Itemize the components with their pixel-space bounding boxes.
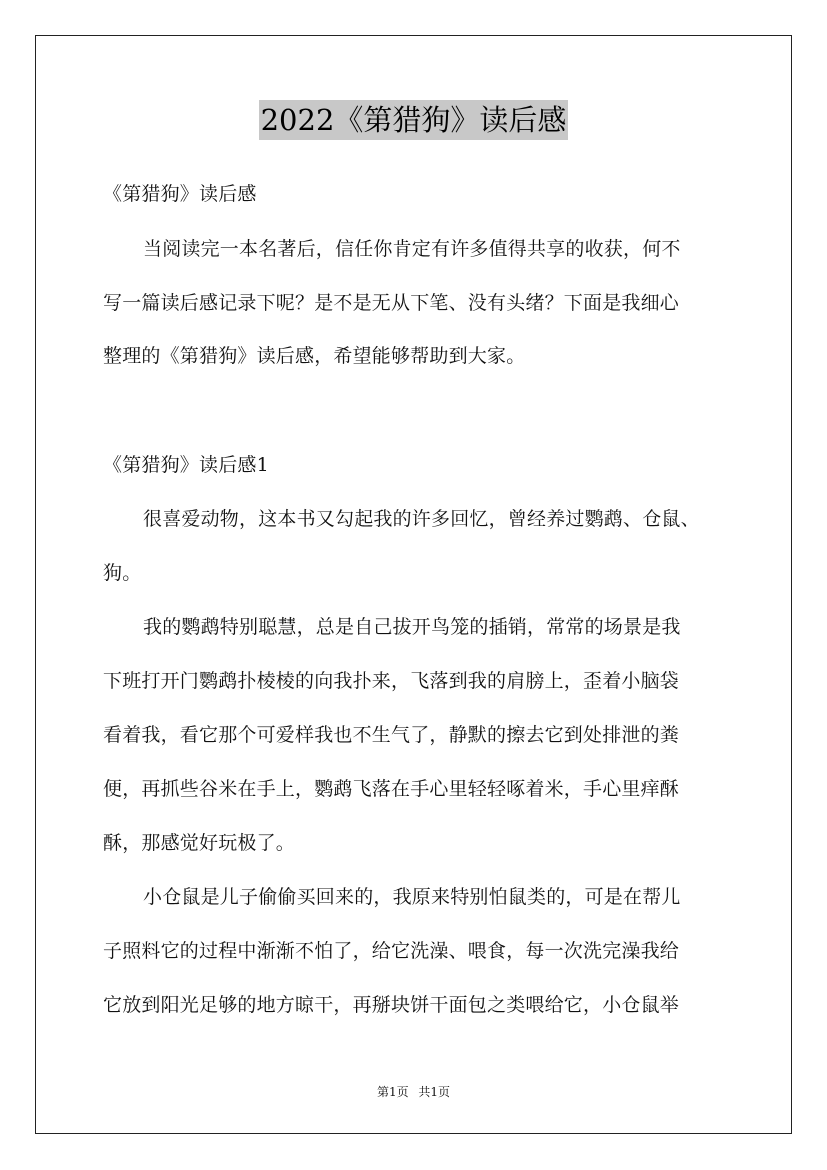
title-container: [0, 100, 827, 140]
intro-line: 写一篇读后感记录下呢？是不是无从下笔、没有头绪？下面是我细心: [103, 292, 680, 314]
body-line: 便，再抓些谷米在手上，鹦鹉飞落在手心里轻轻啄着米，手心里痒酥: [103, 778, 680, 800]
body-line: 下班打开门鹦鹉扑棱棱的向我扑来，飞落到我的肩膀上，歪着小脑袋: [103, 670, 680, 692]
intro-line: 整理的《第猎狗》读后感，希望能够帮助到大家。: [103, 345, 526, 367]
body-line: 小仓鼠是儿子偷偷买回来的，我原来特别怕鼠类的，可是在帮儿: [143, 886, 681, 908]
body-line: 子照料它的过程中渐渐不怕了，给它洗澡、喂食，每一次洗完澡我给: [103, 940, 680, 962]
body-line: 看着我，看它那个可爱样我也不生气了，静默的擦去它到处排泄的粪: [103, 724, 680, 746]
body-line: 酥，那感觉好玩极了。: [103, 832, 296, 854]
body-line: 狗。: [103, 562, 142, 584]
intro-heading: 《第猎狗》读后感: [103, 183, 257, 205]
intro-line: 当阅读完一本名著后，信任你肯定有许多值得共享的收获，何不: [143, 238, 681, 260]
page-number-total: 共1页: [418, 1085, 451, 1099]
page-number-current: 第1页: [376, 1085, 409, 1099]
section-heading: 《第猎狗》读后感1: [103, 454, 269, 476]
body-line: 很喜爱动物，这本书又勾起我的许多回忆，曾经养过鹦鹉、仓鼠、: [143, 508, 700, 530]
body-line: 我的鹦鹉特别聪慧，总是自己拔开鸟笼的插销，常常的场景是我: [143, 616, 681, 638]
body-line: 它放到阳光足够的地方晾干，再掰块饼干面包之类喂给它，小仓鼠举: [103, 994, 680, 1016]
page-footer: [0, 1084, 827, 1100]
document-title: 2022《第猎狗》读后感: [259, 100, 569, 140]
